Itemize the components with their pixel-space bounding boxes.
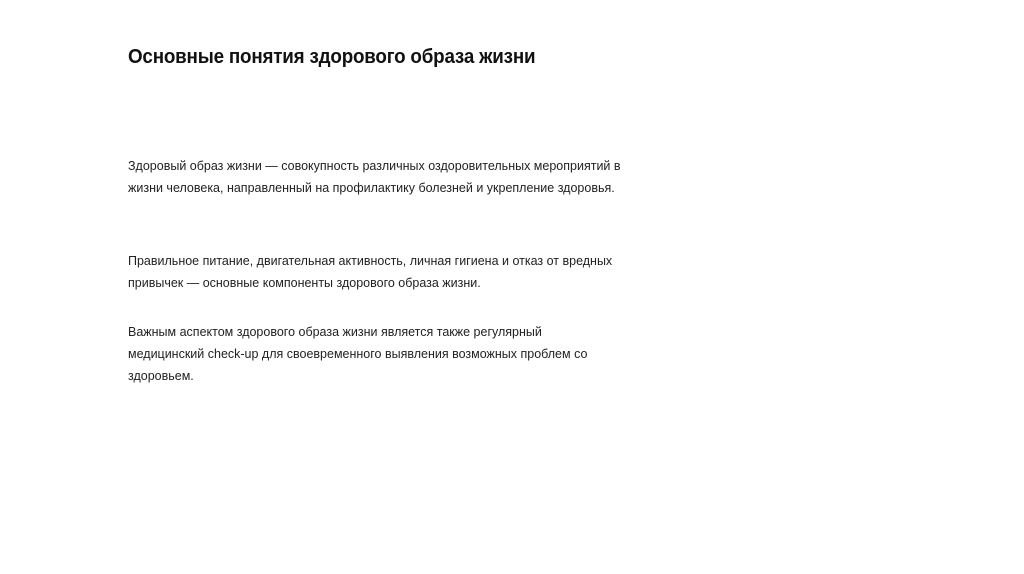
paragraph-definition — [128, 155, 621, 199]
paragraph-line: привычек — основные компоненты здорового образа жизни. — [128, 275, 481, 290]
paragraph-checkup — [128, 321, 587, 387]
paragraph-line: жизни человека, направленный на профилактику болезней и укрепление здоровья. — [128, 180, 615, 195]
paragraph-line: Правильное питание, двигательная активность, личная гигиена и отказ от вредных — [128, 253, 613, 268]
paragraph-line: Важным аспектом здорового образа жизни является также регулярный — [128, 324, 542, 339]
paragraph-line: здоровьем. — [128, 368, 194, 383]
paragraph-line: медицинский check-up для своевременного выявления возможных проблем со — [128, 346, 588, 361]
paragraph-line: Здоровый образ жизни — совокупность различных оздоровительных мероприятий в — [128, 158, 621, 173]
paragraph-components — [128, 250, 612, 294]
slide-title: Основные понятия здорового образа жизни — [128, 46, 536, 68]
